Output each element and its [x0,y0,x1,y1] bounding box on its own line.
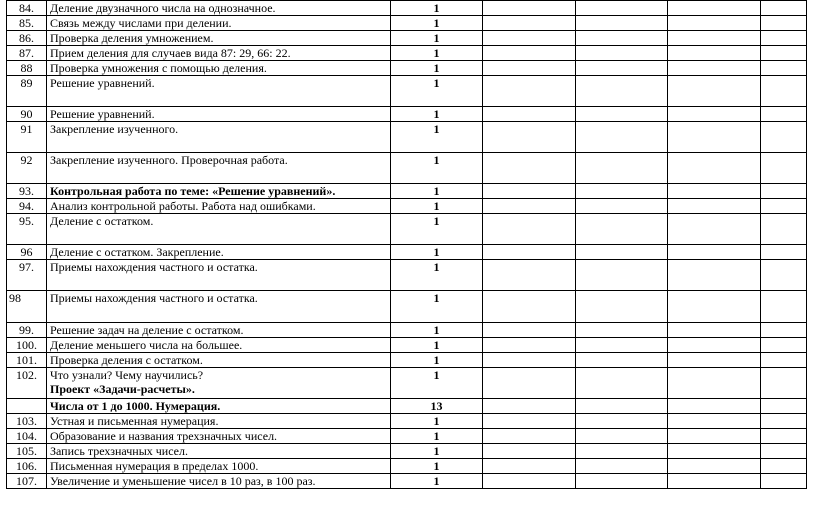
empty-cell [483,414,576,429]
table-row [7,245,807,260]
empty-cell [761,1,807,16]
empty-cell [576,184,668,199]
table-row [7,61,807,76]
table-row [7,459,807,474]
empty-cell [668,368,761,399]
empty-cell [761,107,807,122]
row-number: 94. [7,199,47,214]
hours-count: 1 [391,338,483,353]
empty-cell [483,368,576,399]
table-row [7,368,807,399]
lesson-topic [47,16,391,31]
empty-cell [576,474,668,489]
empty-cell [576,245,668,260]
empty-cell [483,245,576,260]
lesson-topic [47,107,391,122]
empty-cell [761,368,807,399]
table-row [7,31,807,46]
hours-count: 1 [391,323,483,338]
lesson-topic-text: Проверка деления умножением. [50,31,214,45]
empty-cell [668,199,761,214]
lesson-topic-text: Деление с остатком. [50,214,154,228]
empty-cell [761,338,807,353]
empty-cell [761,323,807,338]
row-number: 97. [7,260,47,291]
table-row [7,46,807,61]
table-row [7,399,807,414]
table-row [7,260,807,291]
empty-cell [761,260,807,291]
empty-cell [576,46,668,61]
empty-cell [668,214,761,245]
row-number: 98 [7,291,47,323]
table-row [7,1,807,16]
hours-count: 1 [391,260,483,291]
lesson-topic [47,323,391,338]
empty-cell [483,199,576,214]
lesson-topic-text: Анализ контрольной работы. Работа над ошибками. [50,199,316,213]
lesson-topic-text: Решение задач на деление с остатком. [50,323,244,337]
row-number: 84. [7,1,47,16]
empty-cell [668,444,761,459]
lesson-topic [47,31,391,46]
empty-cell [483,214,576,245]
table-row [7,291,807,323]
lesson-topic-text: Решение уравнений. [50,107,155,121]
lesson-topic [47,199,391,214]
hours-count: 1 [391,153,483,184]
empty-cell [668,16,761,31]
lesson-topic [47,474,391,489]
empty-cell [483,444,576,459]
hours-count: 1 [391,214,483,245]
empty-cell [761,46,807,61]
row-number: 96 [7,245,47,260]
empty-cell [576,199,668,214]
empty-cell [576,122,668,153]
empty-cell [668,76,761,107]
empty-cell [483,353,576,368]
lesson-topic-text: Образование и названия трехзначных чисел. [50,429,278,443]
lesson-topic-text: Приемы нахождения частного и остатка. [50,260,258,274]
table-row [7,16,807,31]
lesson-topic-text: Проверка деления с остатком. [50,353,203,367]
lesson-topic [47,1,391,16]
empty-cell [576,323,668,338]
empty-cell [483,1,576,16]
row-number: 100. [7,338,47,353]
hours-count: 1 [391,199,483,214]
row-number: 106. [7,459,47,474]
empty-cell [576,1,668,16]
lesson-topic [47,444,391,459]
empty-cell [483,338,576,353]
lesson-topic-text: Прием деления для случаев вида 87: 29, 66: 22. [50,46,291,60]
row-number: 91 [7,122,47,153]
lesson-topic-text: Деление меньшего числа на большее. [50,338,243,352]
hours-count: 1 [391,368,483,399]
lesson-topic [47,459,391,474]
empty-cell [668,245,761,260]
empty-cell [483,474,576,489]
table-row [7,429,807,444]
lesson-topic-text: Решение уравнений. [50,76,155,90]
row-number: 89 [7,76,47,107]
empty-cell [576,76,668,107]
hours-count: 13 [391,399,483,414]
row-number: 92 [7,153,47,184]
empty-cell [761,291,807,323]
row-number: 93. [7,184,47,199]
lesson-topic [47,399,391,414]
empty-cell [668,353,761,368]
lesson-topic-text: Письменная нумерация в пределах 1000. [50,459,259,473]
empty-cell [576,399,668,414]
hours-count: 1 [391,107,483,122]
hours-count: 1 [391,122,483,153]
empty-cell [668,31,761,46]
hours-count: 1 [391,353,483,368]
empty-cell [668,414,761,429]
row-number: 87. [7,46,47,61]
table-row [7,122,807,153]
empty-cell [668,260,761,291]
empty-cell [576,291,668,323]
hours-count: 1 [391,61,483,76]
lesson-topic-text: Увеличение и уменьшение чисел в 10 раз, в 100 раз. [50,474,316,488]
lesson-topic [47,122,391,153]
lesson-topic [47,414,391,429]
table-row [7,353,807,368]
empty-cell [761,399,807,414]
lesson-topic-extra: Проект «Задачи-расчеты». [50,382,195,396]
lesson-topic [47,46,391,61]
hours-count: 1 [391,291,483,323]
empty-cell [576,260,668,291]
empty-cell [668,122,761,153]
table-row [7,474,807,489]
empty-cell [761,16,807,31]
row-number [7,399,47,414]
empty-cell [483,61,576,76]
empty-cell [761,459,807,474]
empty-cell [668,1,761,16]
row-number: 95. [7,214,47,245]
row-number: 86. [7,31,47,46]
hours-count: 1 [391,245,483,260]
lesson-topic-text: Связь между числами при делении. [50,16,232,30]
lesson-topic-text: Устная и письменная нумерация. [50,414,219,428]
row-number: 99. [7,323,47,338]
table-row [7,153,807,184]
empty-cell [483,46,576,61]
hours-count: 1 [391,46,483,61]
empty-cell [483,31,576,46]
hours-count: 1 [391,444,483,459]
empty-cell [483,153,576,184]
empty-cell [761,474,807,489]
lesson-topic [47,368,391,399]
empty-cell [668,429,761,444]
empty-cell [668,459,761,474]
lesson-topic [47,61,391,76]
empty-cell [761,429,807,444]
hours-count: 1 [391,474,483,489]
empty-cell [761,122,807,153]
lesson-topic [47,184,391,199]
empty-cell [576,61,668,76]
lesson-topic [47,214,391,245]
lesson-plan-table [6,0,807,489]
lesson-topic-text: Деление двузначного числа на однозначное. [50,1,276,15]
empty-cell [761,199,807,214]
empty-cell [483,16,576,31]
lesson-topic-text: Закрепление изученного. Проверочная работа. [50,153,288,167]
row-number: 107. [7,474,47,489]
lesson-topic [47,429,391,444]
empty-cell [668,153,761,184]
lesson-topic-text: Контрольная работа по теме: «Решение уравнений». [50,184,336,198]
row-number: 103. [7,414,47,429]
empty-cell [576,429,668,444]
empty-cell [483,260,576,291]
empty-cell [576,107,668,122]
empty-cell [483,107,576,122]
empty-cell [761,153,807,184]
table-row [7,444,807,459]
lesson-topic [47,260,391,291]
empty-cell [576,16,668,31]
lesson-topic-text: Закрепление изученного. [50,122,179,136]
table-row [7,107,807,122]
hours-count: 1 [391,184,483,199]
empty-cell [761,61,807,76]
table-row [7,414,807,429]
row-number: 90 [7,107,47,122]
empty-cell [483,399,576,414]
empty-cell [668,338,761,353]
empty-cell [668,46,761,61]
empty-cell [576,368,668,399]
empty-cell [483,459,576,474]
hours-count: 1 [391,76,483,107]
row-number: 88 [7,61,47,76]
lesson-topic-text: Числа от 1 до 1000. Нумерация. [50,399,221,413]
hours-count: 1 [391,429,483,444]
table-row [7,76,807,107]
empty-cell [761,184,807,199]
empty-cell [576,214,668,245]
empty-cell [668,323,761,338]
empty-cell [576,414,668,429]
empty-cell [761,444,807,459]
table-row [7,214,807,245]
lesson-topic [47,291,391,323]
empty-cell [483,76,576,107]
hours-count: 1 [391,31,483,46]
empty-cell [576,459,668,474]
empty-cell [668,474,761,489]
row-number: 85. [7,16,47,31]
lesson-topic-text: Проверка умножения с помощью деления. [50,61,267,75]
table-row [7,323,807,338]
empty-cell [483,184,576,199]
table-row [7,199,807,214]
empty-cell [576,353,668,368]
empty-cell [668,399,761,414]
row-number: 104. [7,429,47,444]
lesson-topic-text: Запись трехзначных чисел. [50,444,188,458]
lesson-topic-text: Что узнали? Чему научились? [50,368,204,382]
empty-cell [576,31,668,46]
lesson-topic [47,245,391,260]
row-number: 102. [7,368,47,399]
lesson-topic [47,76,391,107]
hours-count: 1 [391,414,483,429]
empty-cell [761,214,807,245]
empty-cell [483,122,576,153]
empty-cell [576,338,668,353]
empty-cell [761,353,807,368]
empty-cell [761,76,807,107]
row-number: 101. [7,353,47,368]
lesson-topic [47,153,391,184]
hours-count: 1 [391,459,483,474]
lesson-topic-text: Приемы нахождения частного и остатка. [50,291,258,305]
empty-cell [761,31,807,46]
empty-cell [668,291,761,323]
empty-cell [576,153,668,184]
empty-cell [668,61,761,76]
empty-cell [668,107,761,122]
empty-cell [576,444,668,459]
lesson-topic-text: Деление с остатком. Закрепление. [50,245,224,259]
lesson-topic [47,353,391,368]
table-row [7,184,807,199]
empty-cell [483,291,576,323]
empty-cell [761,245,807,260]
lesson-topic [47,338,391,353]
row-number: 105. [7,444,47,459]
empty-cell [668,184,761,199]
empty-cell [483,323,576,338]
empty-cell [761,414,807,429]
hours-count: 1 [391,1,483,16]
table-row [7,338,807,353]
hours-count: 1 [391,16,483,31]
empty-cell [483,429,576,444]
